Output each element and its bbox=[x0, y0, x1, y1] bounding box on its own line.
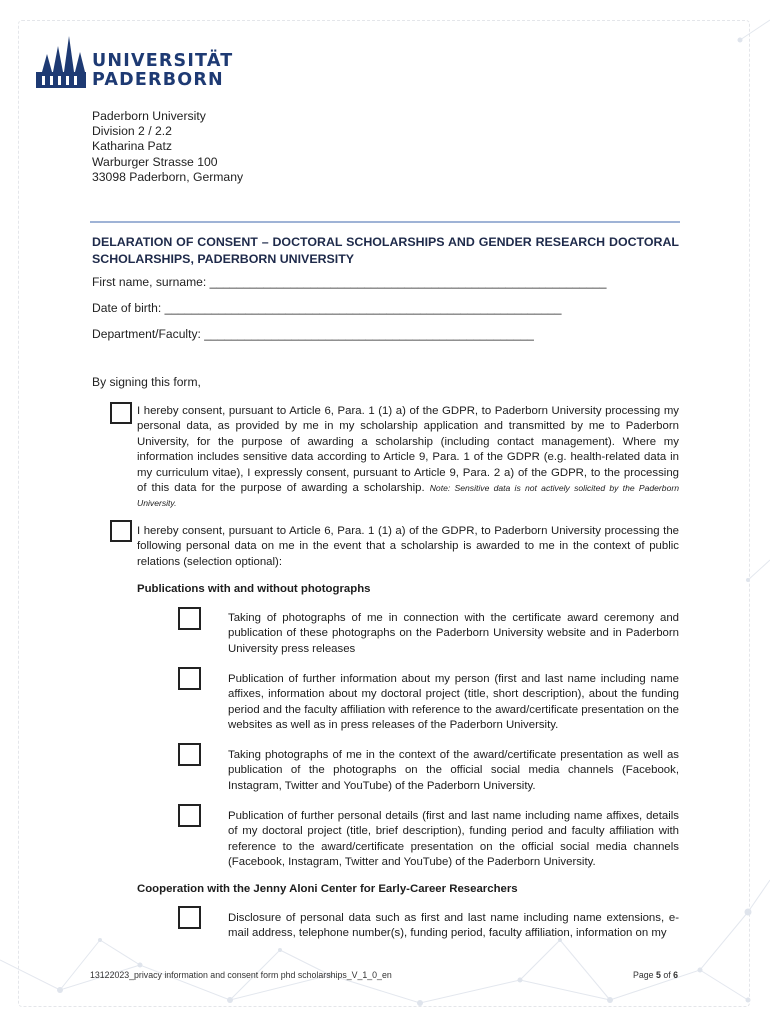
photo-website-text: Taking of photographs of me in connection with the certificate award ceremony and publication of these photographs on the Paderborn University website and in Paderborn University press releases bbox=[228, 612, 679, 655]
address-line: 33098 Paderborn, Germany bbox=[92, 169, 244, 184]
address-line: Division 2 / 2.2 bbox=[92, 124, 172, 139]
department-field[interactable]: Department/Faculty: _________________________________________________ bbox=[92, 327, 534, 341]
document-title: DELARATION OF CONSENT – DOCTORAL SCHOLARSHIPS AND GENDER RESEARCH DOCTORAL SCHOLARSHIPS, PADERBORN UNIVERSITY bbox=[92, 235, 679, 266]
page-current: 5 bbox=[656, 970, 661, 980]
info-website-checkbox[interactable] bbox=[178, 667, 201, 690]
page-separator: of bbox=[663, 970, 671, 980]
address-line: Katharina Patz bbox=[92, 139, 172, 154]
recipient-address bbox=[92, 109, 243, 185]
date-of-birth-field[interactable]: Date of birth: ___________________________________________________________ bbox=[92, 301, 562, 315]
consent-general-checkbox[interactable] bbox=[110, 402, 132, 424]
consent-public-relations-text: I hereby consent, pursuant to Article 6, Para. 1 (1) a) of the GDPR, to Paderborn University processing the following personal data on me in the event that a scholarship is awarded to me in the context of public relations (selection optional): bbox=[137, 525, 679, 568]
wordmark-line-1: UNIVERSITÄT bbox=[92, 51, 234, 71]
address-line: Paderborn University bbox=[92, 109, 206, 123]
photo-social-media-text: Taking photographs of me in the context of the award/certificate presentation as well as publication of the photographs on the official social media channels (Facebook, Instagram, Twitter and YouTube) of the Paderborn University. bbox=[228, 749, 679, 792]
intro-text: By signing this form, bbox=[92, 375, 201, 389]
title-divider bbox=[90, 221, 680, 223]
info-website-text: Publication of further information about my person (first and last name including name affixes, information about my doctoral project (title, short description), about the funding period and the faculty affiliation with reference to the award/certificate presentation on the websites as well as in press releases of the Paderborn University. bbox=[228, 673, 679, 732]
first-name-field[interactable]: First name, surname: ___________________________________________________________ bbox=[92, 275, 607, 289]
footer-document-id: 13122023_privacy information and consent form phd scholarships_V_1_0_en bbox=[90, 970, 392, 980]
cooperation-heading: Cooperation with the Jenny Aloni Center for Early-Career Researchers bbox=[137, 883, 518, 895]
data-disclosure-checkbox[interactable] bbox=[178, 906, 201, 929]
university-wordmark bbox=[92, 52, 233, 90]
consent-general-note: Note: Sensitive data is not actively solicited by the Paderborn University. bbox=[137, 483, 679, 509]
page-label: Page bbox=[633, 970, 654, 980]
photo-social-media-checkbox[interactable] bbox=[178, 743, 201, 766]
info-social-media-checkbox[interactable] bbox=[178, 804, 201, 827]
consent-public-relations-checkbox[interactable] bbox=[110, 520, 132, 542]
photo-website-checkbox[interactable] bbox=[178, 607, 201, 630]
publications-heading: Publications with and without photographs bbox=[137, 583, 371, 595]
wordmark-line-2: PADERBORN bbox=[92, 70, 224, 90]
info-social-media-text: Publication of further personal details (first and last name including name affixes, details of my doctoral project (title, brief description), funding period and faculty affiliation with reference to the award/certificate presentation on the official social media channels (Facebook, Instagram, Twitter and YouTube) of the Paderborn University. bbox=[228, 810, 679, 869]
page-total: 6 bbox=[673, 970, 679, 980]
consent-general-body: I hereby consent, pursuant to Article 6, Para. 1 (1) a) of the GDPR, to Paderborn University processing my personal data, as provided by me in my scholarship application and transmitted by me to Paderborn University, for the purpose of awarding a scholarship (including contact management). Where my information includes sensitive data according to Article 9, Para. 1 of the GDPR (e.g. health-related data in my curriculum vitae), I expressly consent, pursuant to Article 9, Para. 2 a) of the GDPR, to the processing of this data for the purpose of awarding a scholarship. bbox=[137, 405, 679, 495]
consent-general-text bbox=[137, 404, 679, 512]
footer-page-number bbox=[633, 970, 678, 980]
data-disclosure-text: Disclosure of personal data such as first and last name including name extensions, e-mail address, telephone number(s), funding period, faculty affiliation, information on my bbox=[228, 912, 679, 940]
address-line: Warburger Strasse 100 bbox=[92, 154, 218, 169]
